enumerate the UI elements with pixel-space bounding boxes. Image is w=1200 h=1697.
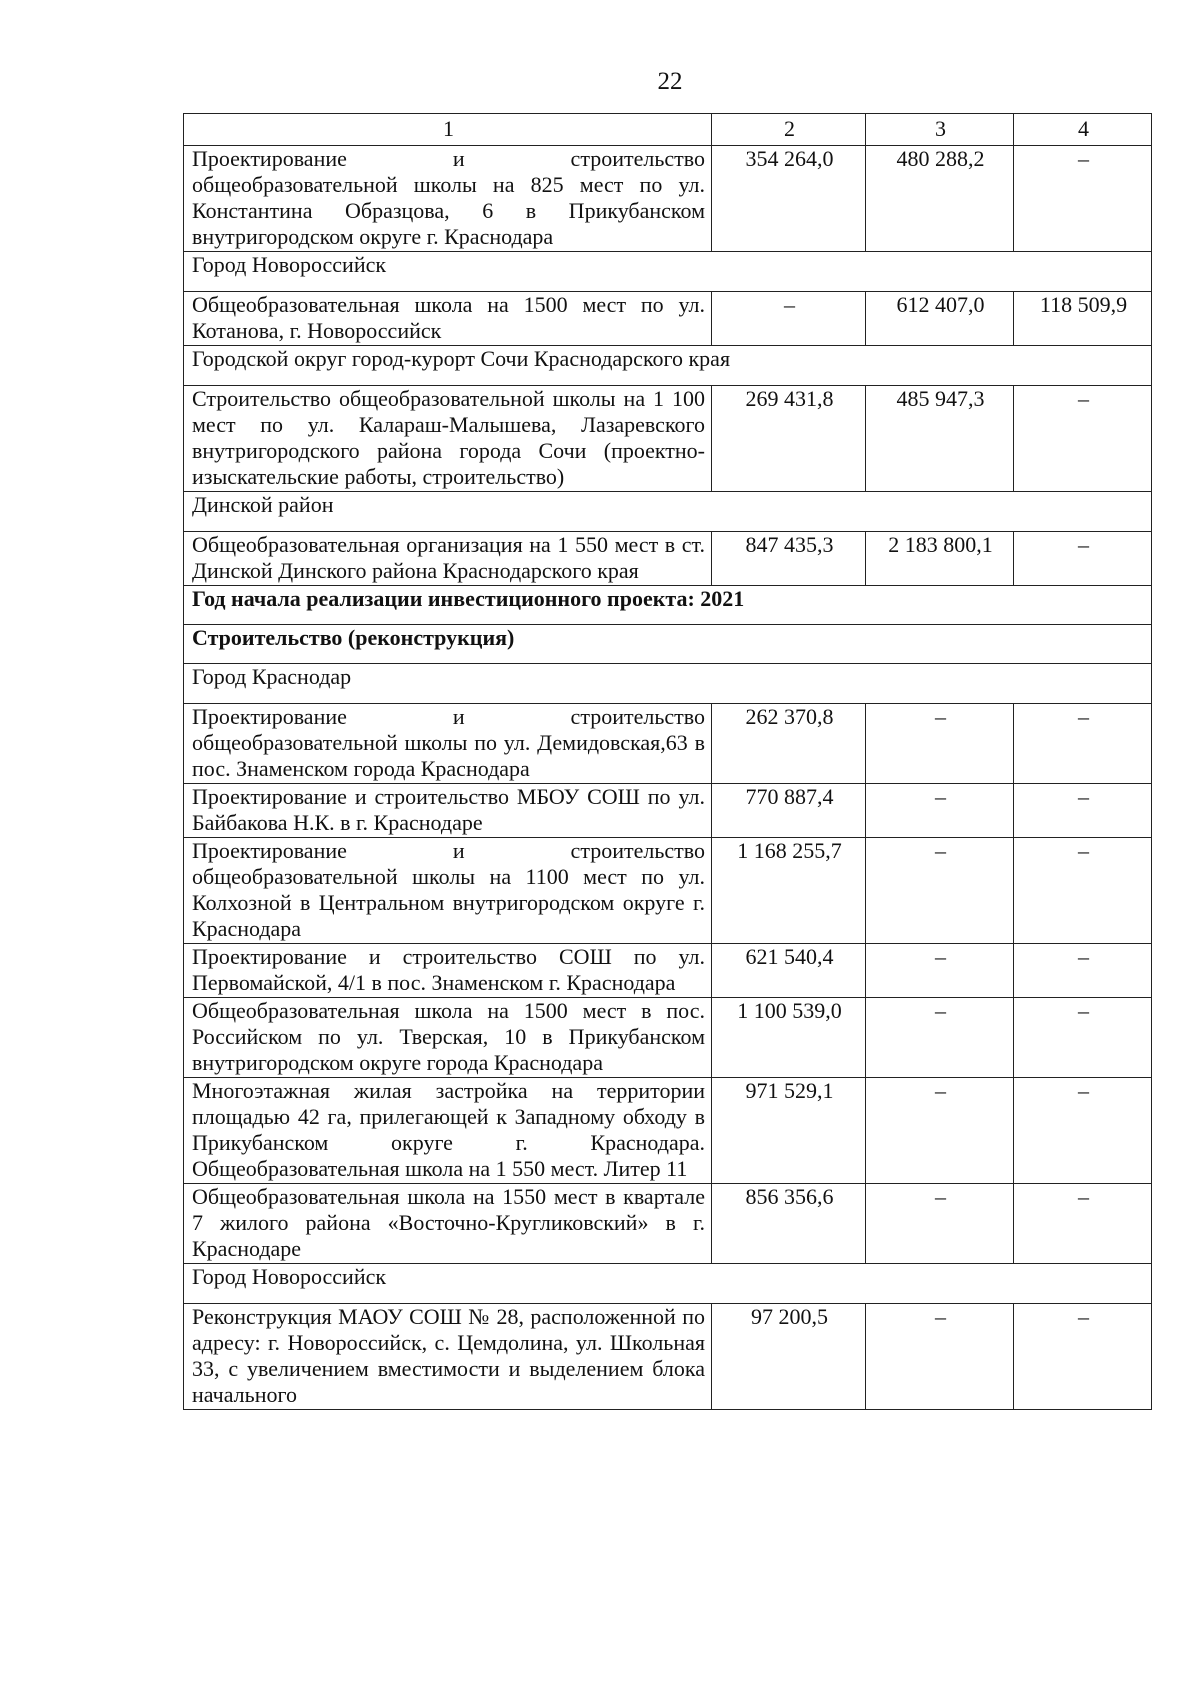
value-col2-cell: 1 100 539,0 xyxy=(712,998,866,1078)
project-name-cell: Общеобразовательная школа на 1550 мест в квартале 7 жилого района «Восточно-Кругликовский» в г. Краснодаре xyxy=(184,1184,712,1264)
value-col4-cell: 118 509,9 xyxy=(1014,292,1152,346)
value-col3-cell: 480 288,2 xyxy=(866,146,1014,252)
value-col4-cell: – xyxy=(1014,386,1152,492)
value-col3-cell: – xyxy=(866,944,1014,998)
value-col3-cell: – xyxy=(866,838,1014,944)
value-col2-cell: 621 540,4 xyxy=(712,944,866,998)
project-name-cell: Общеобразовательная школа на 1500 мест по ул. Котанова, г. Новороссийск xyxy=(184,292,712,346)
project-name-cell: Реконструкция МАОУ СОШ № 28, расположенной по адресу: г. Новороссийск, с. Цемдолина, ул. Школьная 33, с увеличением вместимости и выделением блока начального xyxy=(184,1304,712,1410)
table-row xyxy=(184,1184,1152,1264)
value-col4-cell: – xyxy=(1014,1304,1152,1410)
section-heading-row xyxy=(184,252,1152,292)
value-col2-cell: 269 431,8 xyxy=(712,386,866,492)
investment-projects-table xyxy=(183,113,1152,1410)
value-col3-cell: – xyxy=(866,704,1014,784)
value-col2-cell: 847 435,3 xyxy=(712,532,866,586)
group-heading-row xyxy=(184,625,1152,664)
table-row xyxy=(184,1304,1152,1410)
project-name-cell: Проектирование и строительство общеобразовательной школы на 825 мест по ул. Константина Образцова, 6 в Прикубанском внутригородском округе г. Краснодара xyxy=(184,146,712,252)
section-heading-row xyxy=(184,346,1152,386)
value-col4-cell: – xyxy=(1014,784,1152,838)
value-col4-cell: – xyxy=(1014,944,1152,998)
value-col4-cell: – xyxy=(1014,1078,1152,1184)
column-header-2: 2 xyxy=(712,114,866,146)
group-heading-row xyxy=(184,586,1152,625)
page-number: 22 xyxy=(657,68,683,95)
table-row xyxy=(184,146,1152,252)
section-heading-row xyxy=(184,492,1152,532)
project-name-cell: Проектирование и строительство СОШ по ул. Первомайской, 4/1 в пос. Знаменском г. Краснодара xyxy=(184,944,712,998)
table-row xyxy=(184,386,1152,492)
section-heading-row xyxy=(184,1264,1152,1304)
section-heading-row xyxy=(184,664,1152,704)
project-name-cell: Проектирование и строительство общеобразовательной школы по ул. Демидовская,63 в пос. Знаменском города Краснодара xyxy=(184,704,712,784)
table-row xyxy=(184,1078,1152,1184)
value-col2-cell: 97 200,5 xyxy=(712,1304,866,1410)
group-heading: Год начала реализации инвестиционного проекта: 2021 xyxy=(184,586,1152,625)
value-col2-cell: 354 264,0 xyxy=(712,146,866,252)
value-col4-cell: – xyxy=(1014,1184,1152,1264)
project-name-cell: Общеобразовательная организация на 1 550 мест в ст. Динской Динского района Краснодарского края xyxy=(184,532,712,586)
value-col2-cell: 971 529,1 xyxy=(712,1078,866,1184)
group-heading: Строительство (реконструкция) xyxy=(184,625,1152,664)
project-name-cell: Проектирование и строительство МБОУ СОШ по ул. Байбакова Н.К. в г. Краснодаре xyxy=(184,784,712,838)
project-name-cell: Многоэтажная жилая застройка на территории площадью 42 га, прилегающей к Западному обходу в Прикубанском округе г. Краснодара. Общеобразовательная школа на 1 550 мест. Литер 11 xyxy=(184,1078,712,1184)
value-col3-cell: 612 407,0 xyxy=(866,292,1014,346)
section-heading: Динской район xyxy=(184,492,1152,532)
value-col3-cell: – xyxy=(866,998,1014,1078)
value-col4-cell: – xyxy=(1014,704,1152,784)
value-col2-cell: 856 356,6 xyxy=(712,1184,866,1264)
value-col4-cell: – xyxy=(1014,532,1152,586)
value-col3-cell: – xyxy=(866,1184,1014,1264)
table-row xyxy=(184,704,1152,784)
column-header-1: 1 xyxy=(184,114,712,146)
table-row xyxy=(184,998,1152,1078)
column-header-3: 3 xyxy=(866,114,1014,146)
section-heading: Городской округ город-курорт Сочи Краснодарского края xyxy=(184,346,1152,386)
value-col2-cell: – xyxy=(712,292,866,346)
value-col3-cell: – xyxy=(866,1304,1014,1410)
value-col4-cell: – xyxy=(1014,998,1152,1078)
table-row xyxy=(184,292,1152,346)
section-heading: Город Краснодар xyxy=(184,664,1152,704)
section-heading: Город Новороссийск xyxy=(184,252,1152,292)
table-header-row xyxy=(184,114,1152,146)
value-col4-cell: – xyxy=(1014,838,1152,944)
project-name-cell: Проектирование и строительство общеобразовательной школы на 1100 мест по ул. Колхозной в Центральном внутригородском округе г. Краснодара xyxy=(184,838,712,944)
column-header-4: 4 xyxy=(1014,114,1152,146)
value-col3-cell: – xyxy=(866,1078,1014,1184)
section-heading: Город Новороссийск xyxy=(184,1264,1152,1304)
table-row xyxy=(184,838,1152,944)
value-col3-cell: 2 183 800,1 xyxy=(866,532,1014,586)
table-row xyxy=(184,784,1152,838)
table-row xyxy=(184,944,1152,998)
value-col2-cell: 1 168 255,7 xyxy=(712,838,866,944)
value-col3-cell: – xyxy=(866,784,1014,838)
value-col2-cell: 262 370,8 xyxy=(712,704,866,784)
value-col3-cell: 485 947,3 xyxy=(866,386,1014,492)
project-name-cell: Общеобразовательная школа на 1500 мест в пос. Российском по ул. Тверская, 10 в Прикубанском внутригородском округе города Краснодара xyxy=(184,998,712,1078)
value-col4-cell: – xyxy=(1014,146,1152,252)
project-name-cell: Строительство общеобразовательной школы на 1 100 мест по ул. Калараш-Малышева, Лазаревского внутригородского района города Сочи (проектно-изыскательские работы, строительство) xyxy=(184,386,712,492)
table-row xyxy=(184,532,1152,586)
value-col2-cell: 770 887,4 xyxy=(712,784,866,838)
